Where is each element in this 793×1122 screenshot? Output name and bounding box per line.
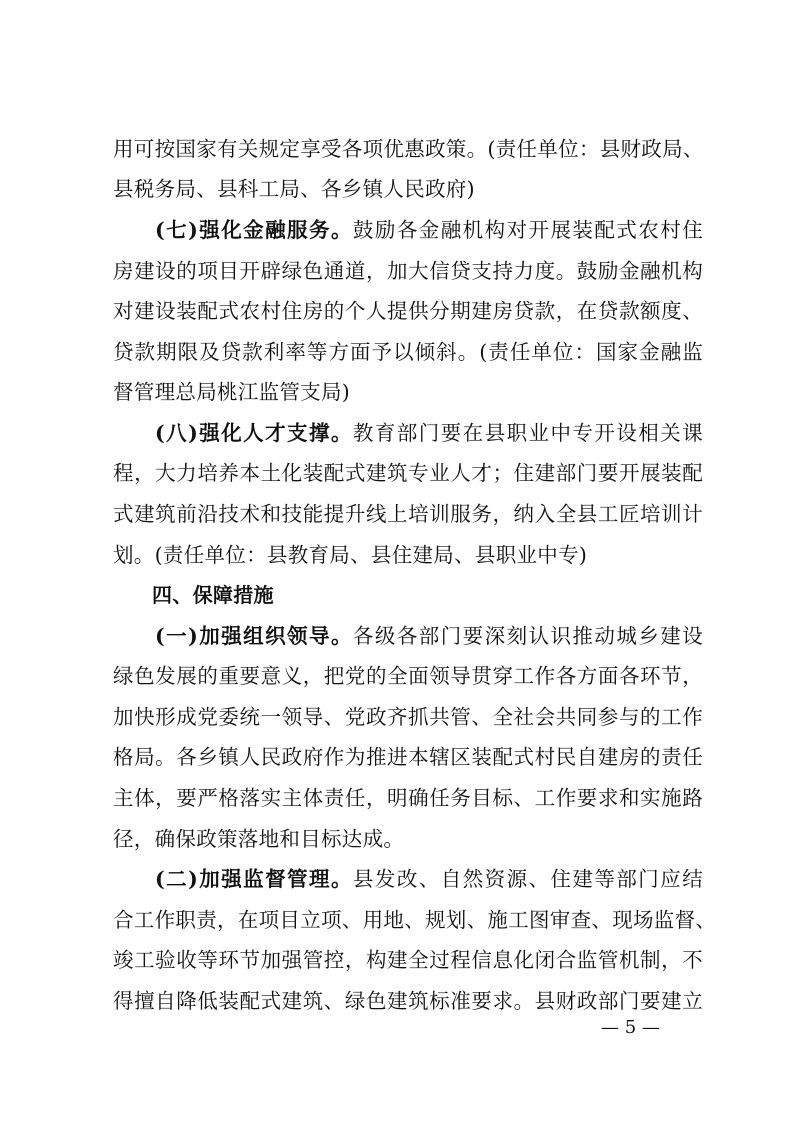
paragraph-heading: (八)强化人才支撑。 xyxy=(155,421,353,445)
text-line: 径，确保政策落地和目标达成。 xyxy=(113,827,405,851)
text-line: 竣工验收等环节加强管控，构建全过程信息化闭合监管机制，不 xyxy=(113,948,703,972)
text-line: 督管理总局桃江监管支局) xyxy=(113,380,351,404)
text-line: 格局。各乡镇人民政府作为推进本辖区装配式村民自建房的责任 xyxy=(113,745,703,769)
page-number: — 5 — xyxy=(601,1017,660,1038)
text-line: 主体，要严格落实主体责任，明确任务目标、工作要求和实施路 xyxy=(113,786,703,810)
paragraph-heading: (一)加强组织领导。 xyxy=(155,624,353,648)
text-line: 绿色发展的重要意义，把党的全面领导贯穿工作各方面各环节， xyxy=(113,664,703,688)
text-line: 程，大力培养本土化装配式建筑专业人才；住建部门要开展装配 xyxy=(113,461,703,485)
paragraph-heading: (七)强化金融服务。 xyxy=(155,218,353,242)
paragraph-1-first-line: (一)加强组织领导。各级各部门要深刻认识推动城乡建设 xyxy=(155,624,703,648)
text-line: 划。(责任单位：县教育局、县住建局、县职业中专) xyxy=(113,543,588,567)
paragraph-8-first-line: (八)强化人才支撑。教育部门要在县职业中专开设相关课 xyxy=(155,421,703,445)
paragraph-heading: (二)加强监督管理。 xyxy=(155,867,353,891)
text-line: 加快形成党委统一领导、党政齐抓共管、全社会共同参与的工作 xyxy=(113,705,703,729)
text-line: 房建设的项目开辟绿色通道，加大信贷支持力度。鼓励金融机构 xyxy=(113,259,703,283)
text-line: 县税务局、县科工局、各乡镇人民政府) xyxy=(113,177,475,201)
text-line: 合工作职责，在项目立项、用地、规划、施工图审查、现场监督、 xyxy=(113,908,717,932)
text-line: 对建设装配式农村住房的个人提供分期建房贷款，在贷款额度、 xyxy=(113,299,703,323)
text-line: 式建筑前沿技术和技能提升线上培训服务，纳入全县工匠培训计 xyxy=(113,502,703,526)
text-line: 用可按国家有关规定享受各项优惠政策。(责任单位：县财政局、 xyxy=(113,137,704,161)
text-line: 得擅自降低装配式建筑、绿色建筑标准要求。县财政部门要建立 xyxy=(113,989,703,1013)
text-line: 贷款期限及贷款利率等方面予以倾斜。(责任单位：国家金融监 xyxy=(113,340,703,364)
section-heading: 四、保障措施 xyxy=(152,583,274,607)
paragraph-2-first-line: (二)加强监督管理。县发改、自然资源、住建等部门应结 xyxy=(155,867,703,891)
paragraph-7-first-line: (七)强化金融服务。鼓励各金融机构对开展装配式农村住 xyxy=(155,218,703,242)
